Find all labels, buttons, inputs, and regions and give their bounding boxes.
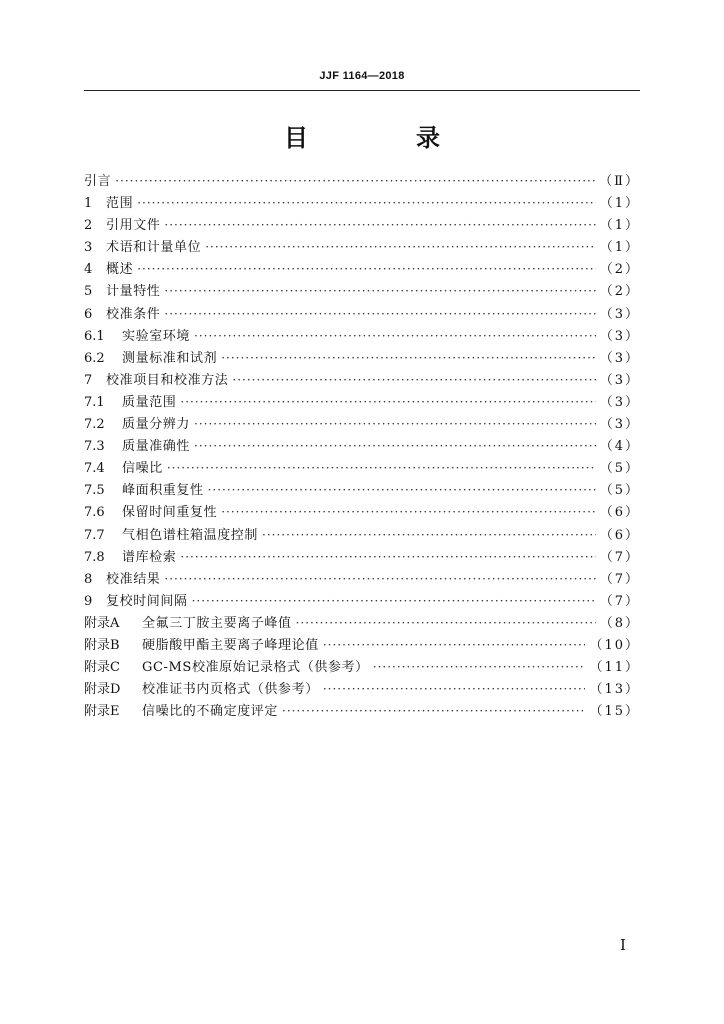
toc-dot-leader <box>208 479 596 501</box>
toc-dot-leader <box>192 590 596 612</box>
toc-dot-leader <box>323 634 586 656</box>
toc-entry-label: 硬脂酸甲酯主要离子峰理论值 <box>142 637 319 653</box>
toc-entry-label: 概述 <box>106 262 134 278</box>
toc-dot-leader <box>164 303 595 325</box>
toc-entry-number: 7.2 <box>84 417 105 433</box>
toc-dot-leader <box>180 546 595 568</box>
toc-entry-label: 校准结果 <box>106 571 161 587</box>
toc-entry-page: （1） <box>599 196 640 212</box>
toc-entry[interactable] <box>84 413 640 435</box>
toc-entry-number: 4 <box>84 262 93 278</box>
toc-entry-number: 附录A <box>84 615 120 631</box>
toc-entry-label: 引用文件 <box>106 218 161 234</box>
toc-entry-label: 范围 <box>106 196 134 212</box>
toc-dot-leader <box>323 678 586 700</box>
toc-dot-leader <box>164 568 595 590</box>
toc-entry[interactable] <box>84 479 640 501</box>
toc-entry-label: 校准证书内页格式（供参考） <box>142 682 319 698</box>
toc-entry-number: 2 <box>84 218 93 234</box>
toc-dot-leader <box>232 369 595 391</box>
toc-dot-leader <box>221 347 596 369</box>
toc-entry-label: GC-MS校准原始记录格式（供参考） <box>142 660 369 676</box>
toc-entry-page: （7） <box>599 593 640 609</box>
toc-entry-label: 质量分辨力 <box>122 417 191 433</box>
toc-entry[interactable] <box>84 524 640 546</box>
toc-entry-number: 7.5 <box>84 483 105 499</box>
toc-entry[interactable] <box>84 457 640 479</box>
toc-entry-page: （3） <box>599 306 640 322</box>
toc-dot-leader <box>262 524 596 546</box>
standard-code-header: JJF 1164—2018 <box>319 70 405 82</box>
toc-dot-leader <box>137 192 596 214</box>
toc-entry[interactable] <box>84 325 640 347</box>
toc-entry-page: （15） <box>589 704 640 720</box>
toc-dot-leader <box>205 236 596 258</box>
toc-entry-page: （10） <box>589 637 640 653</box>
toc-entry[interactable] <box>84 590 640 612</box>
toc-entry-label: 校准条件 <box>106 306 161 322</box>
toc-entry-number: 7.4 <box>84 461 105 477</box>
toc-entry-page: （3） <box>599 417 640 433</box>
toc-entry-page: （2） <box>599 284 640 300</box>
toc-entry[interactable] <box>84 656 640 678</box>
toc-dot-leader <box>221 501 596 523</box>
toc-entry[interactable] <box>84 501 640 523</box>
toc-entry-page: （7） <box>599 571 640 587</box>
toc-entry-page: （3） <box>599 372 640 388</box>
toc-entry-label: 质量范围 <box>122 394 177 410</box>
toc-dot-leader <box>167 457 596 479</box>
toc-entry-number: 3 <box>84 240 93 256</box>
toc-entry-label: 质量准确性 <box>122 439 191 455</box>
toc-entry-number: 7.1 <box>84 394 105 410</box>
toc-entry-number: 7.6 <box>84 505 105 521</box>
toc-entry-number: 6 <box>84 306 93 322</box>
toc-entry-page: （6） <box>599 527 640 543</box>
toc-entry-number: 1 <box>84 196 93 212</box>
toc-entry-number: 附录E <box>84 704 120 720</box>
toc-entry-page: （7） <box>599 549 640 565</box>
header-rule <box>84 90 640 91</box>
toc-entry-page: （13） <box>589 682 640 698</box>
toc-entry-number: 7.3 <box>84 439 105 455</box>
toc-entry-page: （Ⅱ） <box>599 174 640 189</box>
toc-dot-leader <box>194 435 596 457</box>
toc-entry-number: 附录D <box>84 682 121 698</box>
toc-entry[interactable] <box>84 700 640 722</box>
toc-entry-page: （2） <box>599 262 640 278</box>
toc-dot-leader <box>194 413 596 435</box>
toc-entry-number: 5 <box>84 284 93 300</box>
toc-entry-page: （11） <box>589 660 640 676</box>
toc-entry-label: 全氟三丁胺主要离子峰值 <box>142 615 292 631</box>
toc-entry[interactable] <box>84 303 640 325</box>
toc-entry[interactable] <box>84 214 640 236</box>
toc-entry-page: （5） <box>599 483 640 499</box>
toc-entry[interactable] <box>84 546 640 568</box>
toc-entry-page: （1） <box>599 218 640 234</box>
toc-dot-leader <box>282 700 585 722</box>
toc-dot-leader <box>164 214 595 236</box>
toc-entry[interactable] <box>84 391 640 413</box>
toc-entry[interactable] <box>84 612 640 634</box>
toc-entry-label: 谱库检索 <box>122 549 177 565</box>
toc-entry-page: （3） <box>599 350 640 366</box>
toc-entry-label: 信噪比的不确定度评定 <box>142 704 279 720</box>
toc-entry-label: 计量特性 <box>106 284 161 300</box>
toc-entry-page: （8） <box>599 615 640 631</box>
toc-entry[interactable] <box>84 568 640 590</box>
toc-entry-page: （6） <box>599 505 640 521</box>
toc-entry[interactable] <box>84 236 640 258</box>
toc-entry-number: 7 <box>84 372 93 388</box>
toc-dot-leader <box>296 612 596 634</box>
toc-entry-label: 测量标准和试剂 <box>122 350 218 366</box>
table-of-contents <box>84 170 640 722</box>
page-title: 目 录 <box>284 123 482 152</box>
toc-entry[interactable] <box>84 634 640 656</box>
toc-entry[interactable] <box>84 280 640 302</box>
toc-entry[interactable] <box>84 258 640 280</box>
toc-entry[interactable] <box>84 369 640 391</box>
toc-dot-leader <box>137 258 596 280</box>
toc-entry[interactable] <box>84 347 640 369</box>
toc-entry-label: 实验室环境 <box>122 328 191 344</box>
toc-entry-label: 信噪比 <box>122 461 163 477</box>
toc-entry-number: 7.8 <box>84 549 105 565</box>
toc-dot-leader <box>115 170 595 192</box>
toc-entry-label: 术语和计量单位 <box>106 240 202 256</box>
toc-entry-page: （1） <box>599 240 640 256</box>
toc-dot-leader <box>180 391 595 413</box>
toc-entry-label: 气相色谱柱箱温度控制 <box>122 527 259 543</box>
toc-entry-number: 8 <box>84 571 93 587</box>
toc-entry-number: 7.7 <box>84 527 105 543</box>
toc-entry-number: 9 <box>84 593 93 609</box>
toc-dot-leader <box>373 656 586 678</box>
toc-entry-page: （4） <box>599 439 640 455</box>
toc-entry-number: 附录C <box>84 660 120 676</box>
toc-entry-number: 附录B <box>84 637 120 653</box>
toc-entry-page: （3） <box>599 328 640 344</box>
toc-dot-leader <box>164 280 595 302</box>
toc-entry-label: 校准项目和校准方法 <box>106 372 229 388</box>
toc-entry-label: 复校时间间隔 <box>106 593 188 609</box>
toc-entry-label: 引言 <box>84 174 112 189</box>
toc-entry[interactable] <box>84 678 640 700</box>
toc-entry[interactable] <box>84 435 640 457</box>
toc-dot-leader <box>194 325 596 347</box>
toc-entry-page: （5） <box>599 461 640 477</box>
toc-entry-page: （3） <box>599 394 640 410</box>
toc-entry-number: 6.2 <box>84 350 105 366</box>
toc-entry[interactable] <box>84 192 640 214</box>
toc-entry-label: 峰面积重复性 <box>122 483 204 499</box>
toc-entry-number: 6.1 <box>84 328 105 344</box>
toc-entry-label: 保留时间重复性 <box>122 505 218 521</box>
toc-entry[interactable] <box>84 170 640 192</box>
page-number: I <box>620 936 626 954</box>
